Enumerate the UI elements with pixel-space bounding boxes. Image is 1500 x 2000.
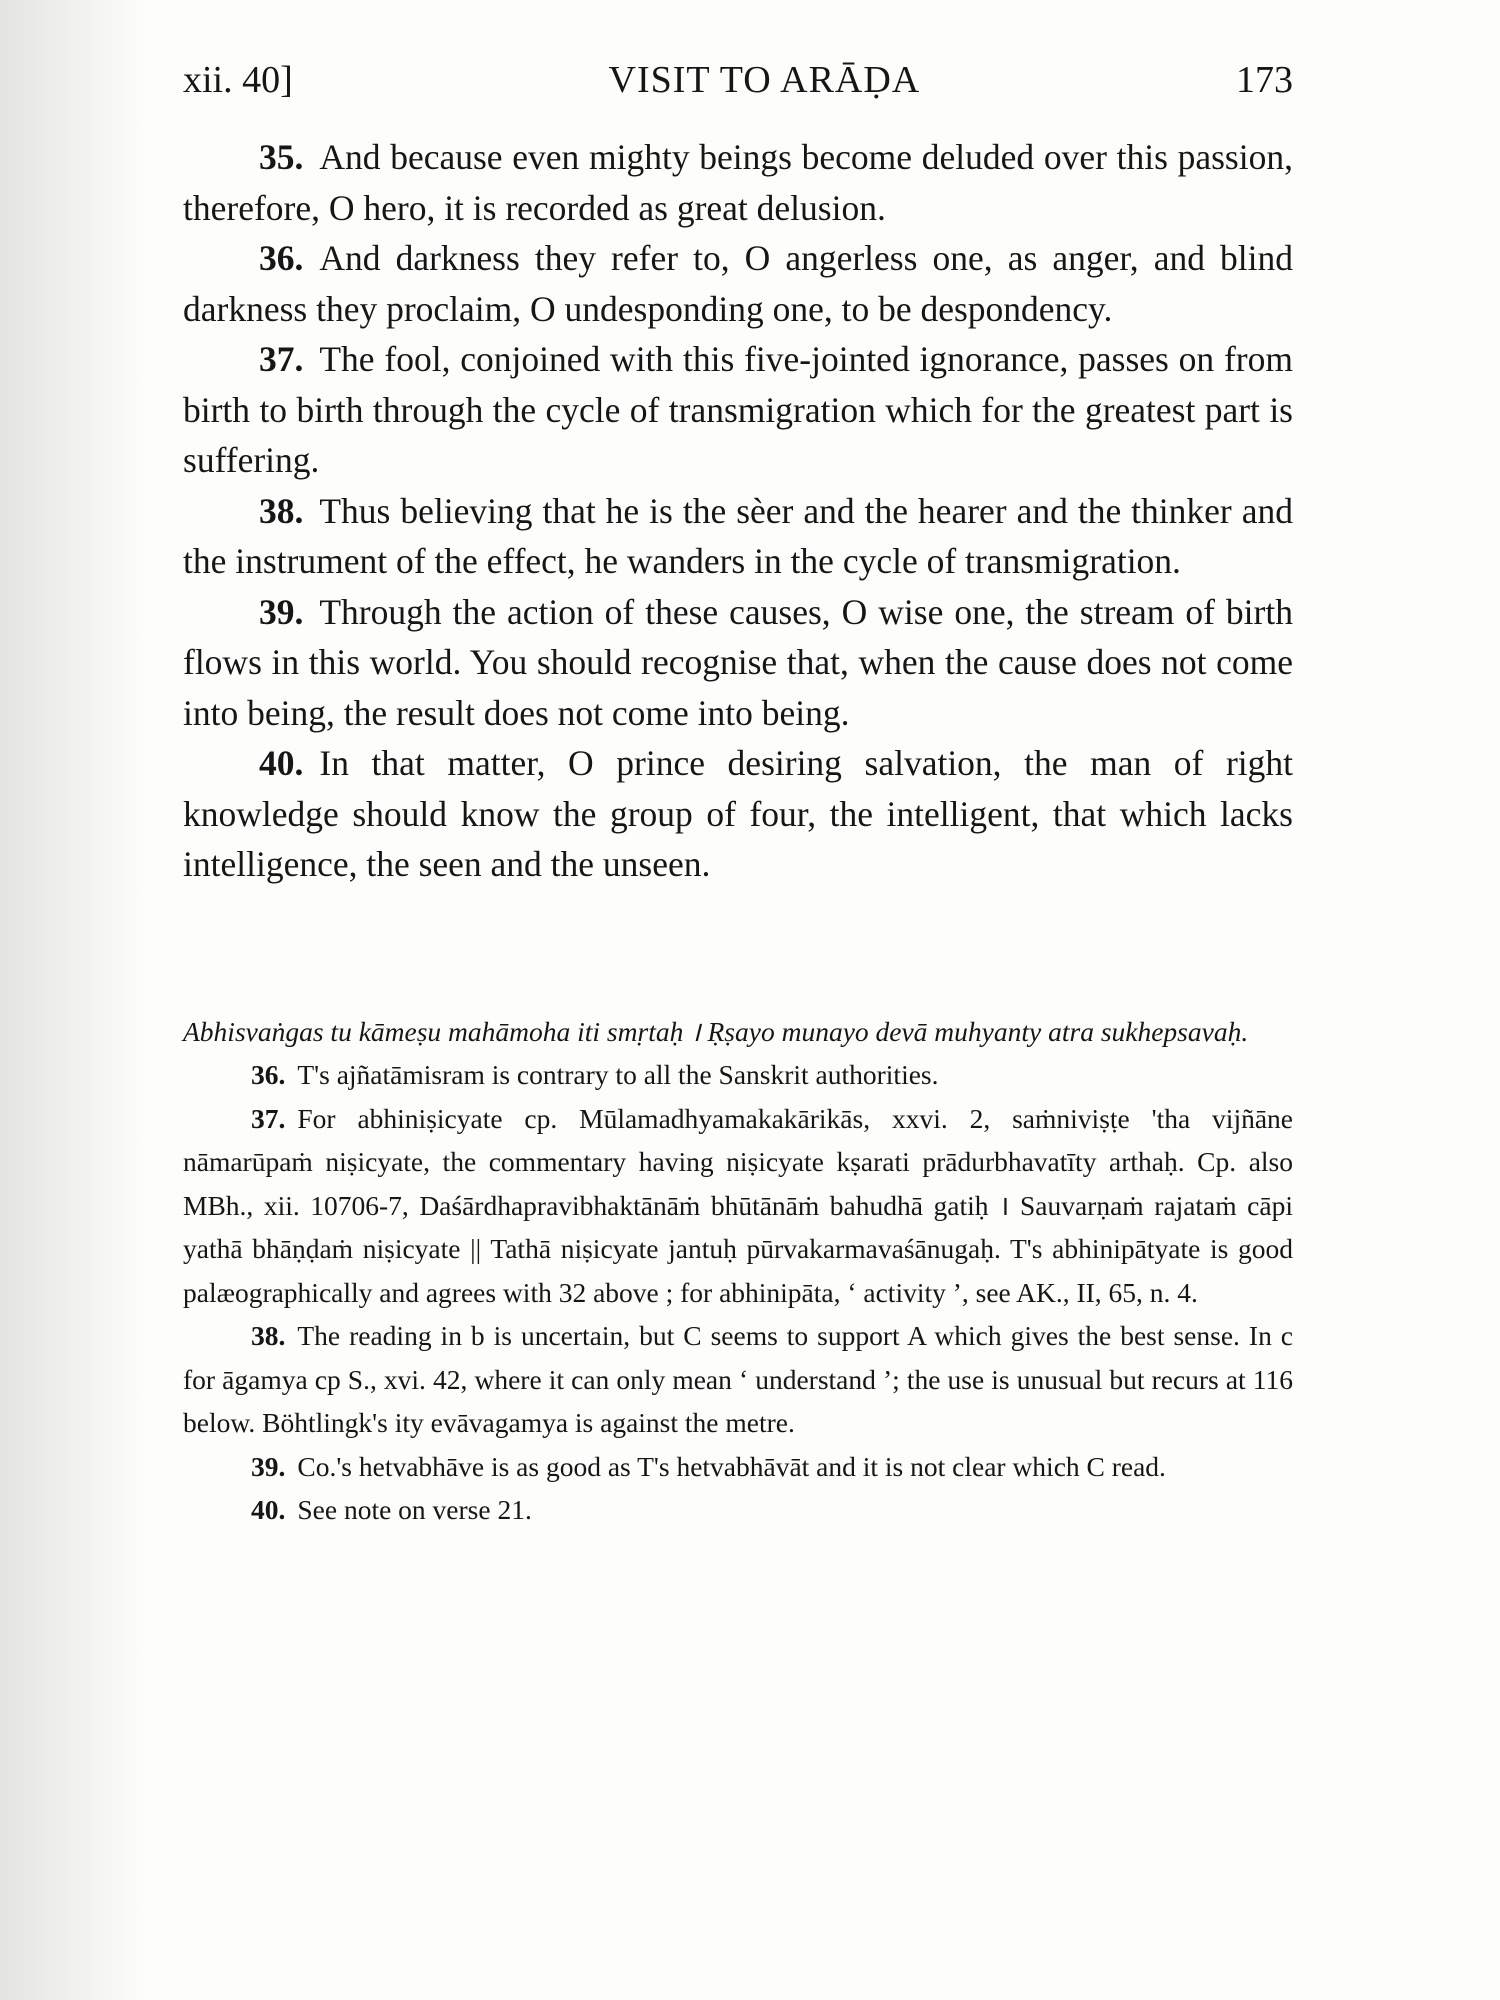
verse — [183, 233, 1293, 334]
note-number: 37. — [251, 1102, 286, 1134]
note-item — [183, 1097, 1293, 1315]
note-text: T's ajñatāmisram is contrary to all the Sanskrit authorities. — [297, 1059, 939, 1090]
page-number: 173 — [1236, 59, 1293, 101]
verse — [183, 334, 1293, 486]
verse-number: 37. — [259, 339, 304, 379]
verse-text: And darkness they refer to, O angerless one, as anger, and blind darkness they proclaim, O undesponding one, to be despondency. — [183, 238, 1293, 329]
verse-text: Through the action of these causes, O wise one, the stream of birth flows in this world. You should recognise that, when the cause does not come into being, the result does not come into being. — [183, 591, 1293, 733]
note-number: 38. — [251, 1320, 286, 1351]
note-number: 39. — [251, 1450, 286, 1482]
footnotes — [183, 1010, 1293, 1532]
verse-number: 40. — [259, 743, 304, 783]
running-title: VISIT TO ARĀḌA — [608, 59, 921, 101]
verse-text: In that matter, O prince desiring salvation, the man of right knowledge should know the group of four, the intelligent, that which lacks intelligence, the seen and the unseen. — [183, 743, 1293, 884]
chapter-reference: xii. 40] — [183, 59, 293, 101]
verse — [183, 486, 1293, 587]
verse — [183, 587, 1293, 739]
note-text: Co.'s hetvabhāve is as good as T's hetvabhāvāt and it is not clear which C read. — [297, 1450, 1166, 1482]
book-page — [183, 58, 1293, 1532]
note-item — [183, 1053, 1293, 1097]
verse-number: 39. — [259, 591, 304, 632]
verse — [183, 738, 1293, 890]
note-text: See note on verse 21. — [297, 1494, 532, 1525]
verse-text: Thus believing that he is the sèer and the hearer and the thinker and the instrument of the effect, he wanders in the cycle of transmigration. — [183, 490, 1293, 581]
verse — [183, 132, 1293, 233]
verse-number: 35. — [259, 137, 304, 177]
verse-translation — [183, 132, 1293, 890]
verse-text: And because even mighty beings become deluded over this passion, therefore, O hero, it is recorded as great delusion. — [183, 137, 1293, 228]
note-item — [183, 1445, 1293, 1489]
note-item — [183, 1488, 1293, 1532]
verse-number: 36. — [259, 238, 304, 278]
note-text: The reading in b is uncertain, but C seems to support A which gives the best sense. In c for āgamya cp S., xvi. 42, where it can only mean ‘ understand ’; the use is unusual but recurs at 116 below. Böhtlingk's ity evāvagamya is against the metre. — [183, 1320, 1293, 1438]
note-text: For abhiniṣicyate cp. Mūlamadhyamakakārikās, xxvi. 2, saṁniviṣṭe 'tha vijñāne nāmarūpaṁ niṣicyate, the commentary having niṣicyate kṣarati prādurbhavatīty arthaḥ. Cp. also MBh., xii. 10706-7, Daśārdhapravibhaktānāṁ bhūtānāṁ bahudhā gatiḥ । Sauvarṇaṁ rajataṁ cāpi yathā bhāṇḍaṁ niṣicyate || Tathā niṣicyate jantuḥ pūrvakarmavaśānugaḥ. T's abhinipātyate is good palæographically and agrees with 32 above ; for abhinipāta, ‘ activity ’, see AK., II, 65, n. 4. — [183, 1102, 1293, 1308]
note-number: 36. — [251, 1059, 286, 1090]
note-number: 40. — [251, 1494, 286, 1525]
page-gutter-shadow — [0, 0, 150, 2000]
verse-number: 38. — [259, 490, 304, 531]
verse-text: The fool, conjoined with this five-jointed ignorance, passes on from birth to birth through the cycle of transmigration which for the greatest part is suffering. — [183, 339, 1293, 480]
note-sanskrit-quote: Abhisvaṅgas tu kāmeṣu mahāmoha iti smṛtaḥ । Ṛṣayo munayo devā muhyanty atra sukhepsavaḥ. — [183, 1015, 1249, 1047]
note-item — [183, 1314, 1293, 1445]
running-header — [183, 58, 1293, 120]
